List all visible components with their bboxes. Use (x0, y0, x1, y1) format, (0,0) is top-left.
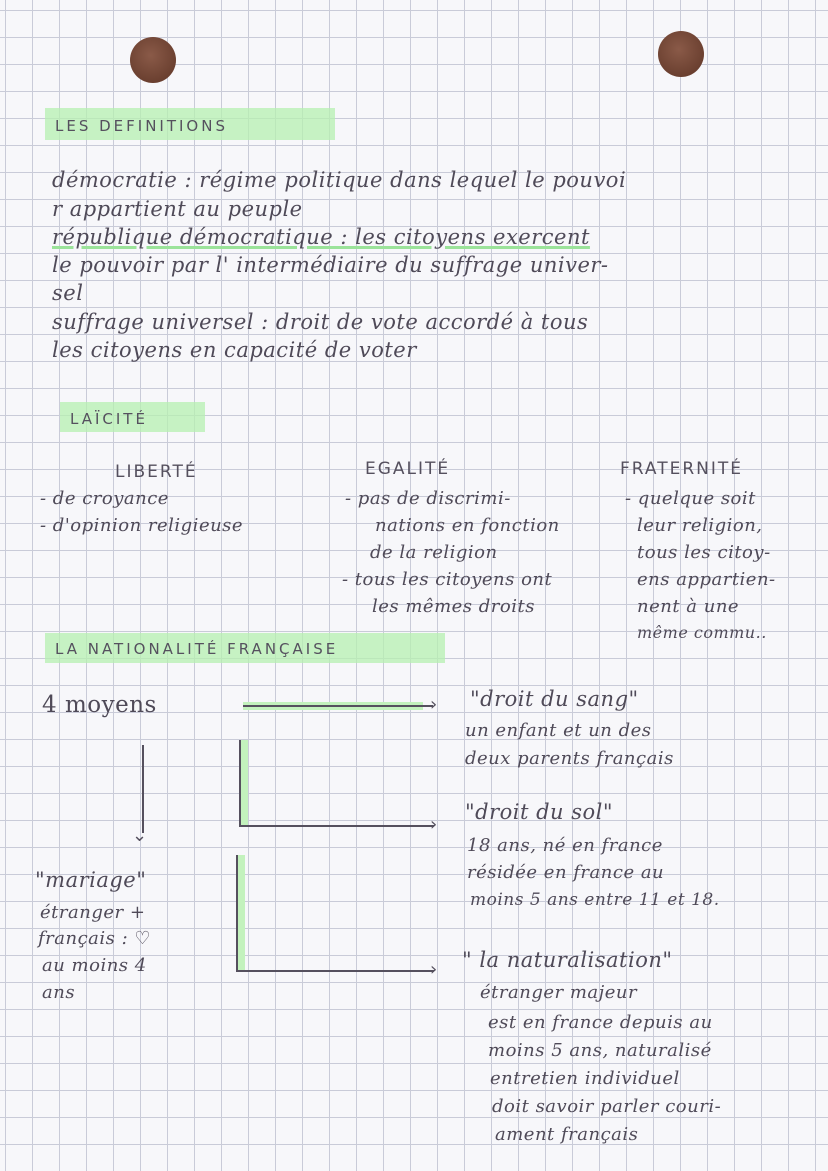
arrow-droit-du-sang (243, 705, 433, 707)
definition-line: le pouvoir par l' intermédiaire du suffrage univer- (52, 253, 609, 277)
sol-line: moins 5 ans entre 11 et 18. (470, 890, 720, 910)
egalite-line: nations en fonction (375, 515, 560, 536)
sol-title: "droit du sol" (465, 800, 614, 824)
fraternite-line: - quelque soit (625, 488, 756, 509)
branch-line (236, 855, 238, 971)
arrowhead-icon: › (430, 694, 438, 715)
naturalisation-title: " la naturalisation" (462, 948, 673, 972)
sol-line: 18 ans, né en france (467, 835, 663, 856)
arrow-naturalisation (236, 970, 434, 972)
arrow-highlight (237, 855, 245, 970)
mariage-line: français : ♡ (38, 928, 152, 949)
definition-line: démocratie : régime politique dans lequel le pouvoi (52, 168, 627, 192)
root-label: 4 moyens (42, 692, 157, 718)
sang-line: deux parents français (465, 748, 674, 769)
liberte-line: - de croyance (40, 488, 169, 509)
section-title-definitions: LES DEFINITIONS (55, 117, 228, 135)
heading-fraternite: FRATERNITÉ (620, 459, 744, 479)
egalite-line: les mêmes droits (372, 596, 535, 617)
sol-line: résidée en france au (467, 862, 665, 883)
naturalisation-line: doit savoir parler couri- (492, 1096, 722, 1117)
fraternite-line: leur religion, (637, 515, 763, 536)
naturalisation-line: étranger majeur (480, 982, 638, 1003)
heading-egalite: EGALITÉ (365, 459, 451, 479)
branch-line (239, 740, 241, 826)
definition-line: les citoyens en capacité de voter (52, 338, 417, 362)
arrow-droit-du-sol (239, 825, 434, 827)
arrow-highlight (240, 740, 248, 825)
fraternite-line: nent à une (637, 596, 740, 617)
arrowhead-icon: › (430, 814, 438, 835)
mariage-line: ans (42, 982, 76, 1003)
arrow-mariage (142, 745, 144, 833)
egalite-line: de la religion (370, 542, 498, 563)
sang-title: "droit du sang" (470, 687, 639, 711)
arrowhead-icon: › (430, 959, 438, 980)
definition-line: sel (52, 281, 84, 305)
section-title-laicite: LAÏCITÉ (70, 410, 148, 428)
binder-hole-left (130, 37, 176, 83)
mariage-line: étranger + (40, 902, 146, 923)
definition-line: suffrage universel : droit de vote accordé à tous (52, 310, 589, 334)
arrowhead-down-icon: ⌄ (132, 825, 148, 846)
mariage-line: au moins 4 (42, 955, 147, 976)
mariage-title: "mariage" (35, 868, 147, 892)
liberte-line: - d'opinion religieuse (40, 515, 244, 536)
section-title-nationalite: LA NATIONALITÉ FRANÇAISE (55, 640, 339, 658)
heading-liberte: LIBERTÉ (115, 462, 198, 482)
naturalisation-line: moins 5 ans, naturalisé (488, 1040, 712, 1061)
naturalisation-line: ament français (495, 1124, 639, 1145)
fraternite-line: tous les citoy- (637, 542, 771, 563)
sang-line: un enfant et un des (465, 720, 652, 741)
definition-line: r appartient au peuple (52, 197, 303, 221)
naturalisation-line: entretien individuel (490, 1068, 680, 1089)
definition-line: république démocratique : les citoyens exercent (52, 225, 590, 249)
fraternite-line: ens appartien- (637, 569, 776, 590)
egalite-line: - tous les citoyens ont (342, 569, 553, 590)
fraternite-line: même commu.. (637, 623, 767, 642)
naturalisation-line: est en france depuis au (488, 1012, 713, 1033)
egalite-line: - pas de discrimi- (345, 488, 511, 509)
binder-hole-right (658, 31, 704, 77)
